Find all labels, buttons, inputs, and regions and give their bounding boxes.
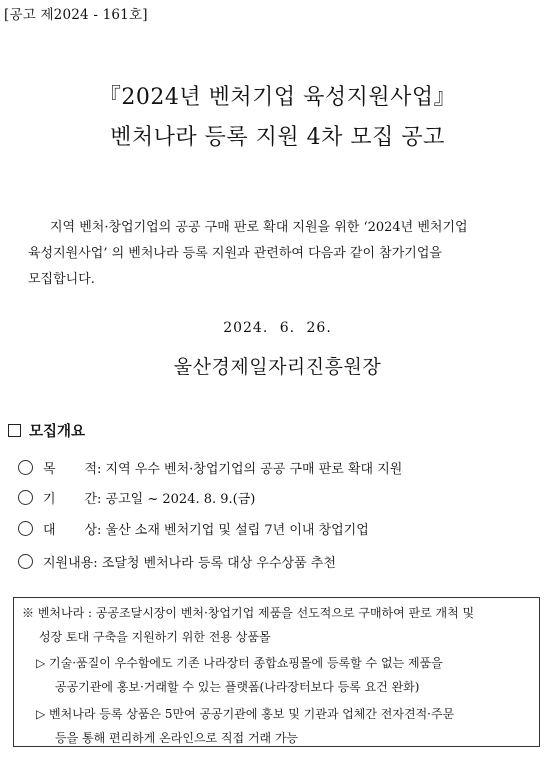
note-line-3: ▷ 기술·품질이 우수함에도 기존 나라장터 종합쇼핑몰에 등록할 수 없는 제품을: [36, 656, 443, 670]
title-line-1: 『2024년 벤처기업 육성지원사업』: [98, 85, 457, 110]
intro-paragraph: [28, 215, 540, 293]
item-label: 기 간: [43, 492, 98, 507]
item-value: : 공고일 ~ 2024. 8. 9.(금): [97, 492, 256, 507]
overview-item-support: [18, 552, 336, 571]
note-box: [13, 597, 540, 747]
overview-item-period: [18, 488, 255, 507]
circle-bullet-icon: [18, 490, 33, 505]
circle-bullet-icon: [18, 554, 33, 569]
intro-line-3: 모집합니다.: [28, 272, 95, 287]
note-line-6: 등을 통해 편리하게 온라인으로 직접 거래 가능: [55, 731, 299, 745]
item-label: 지원내용: [43, 556, 94, 571]
organization-name: 울산경제일자리진흥원장: [173, 356, 382, 378]
note-line-5: ▷ 벤처나라 등록 상품은 5만여 공공기관에 홍보 및 기관과 업체간 전자견적·주문: [36, 707, 455, 721]
note-line-2: 성장 토대 구축을 지원하기 위한 전용 상품몰: [39, 630, 271, 644]
circle-bullet-icon: [18, 460, 33, 475]
note-line-4: 공공기관에 홍보·거래할 수 있는 플랫폼(나라장터보다 등록 요건 완화): [55, 680, 420, 694]
item-value: : 지역 우수 벤처·창업기업의 공공 구매 판로 확대 지원: [97, 462, 403, 477]
item-label: 목 적: [43, 462, 98, 477]
intro-line-1: 지역 벤처·창업기업의 공공 구매 판로 확대 지원을 위한 ‘2024년 벤처기업: [50, 220, 468, 235]
circle-bullet-icon: [18, 521, 33, 536]
item-value: : 조달청 벤처나라 등록 대상 우수상품 추천: [93, 556, 336, 571]
intro-line-2: 육성지원사업’ 의 벤처나라 등록 지원과 관련하여 다음과 같이 참가기업을: [28, 246, 442, 261]
square-bullet-icon: [8, 424, 21, 437]
notice-date: 2024. 6. 26.: [223, 320, 332, 336]
overview-item-target: [18, 519, 369, 538]
item-value: : 울산 소재 벤처기업 및 설립 7년 이내 창업기업: [97, 523, 369, 538]
section-heading: 모집개요: [8, 420, 85, 441]
item-label: 대 상: [43, 523, 98, 538]
notice-number: [공고 제2024 - 161호]: [4, 7, 148, 23]
overview-item-purpose: [18, 458, 402, 477]
note-line-1: ※ 벤처나라 : 공공조달시장이 벤처·창업기업 제품을 선도적으로 구매하여 판로 개척 및: [22, 606, 475, 620]
title-line-2: 벤처나라 등록 지원 4차 모집 공고: [110, 125, 445, 150]
